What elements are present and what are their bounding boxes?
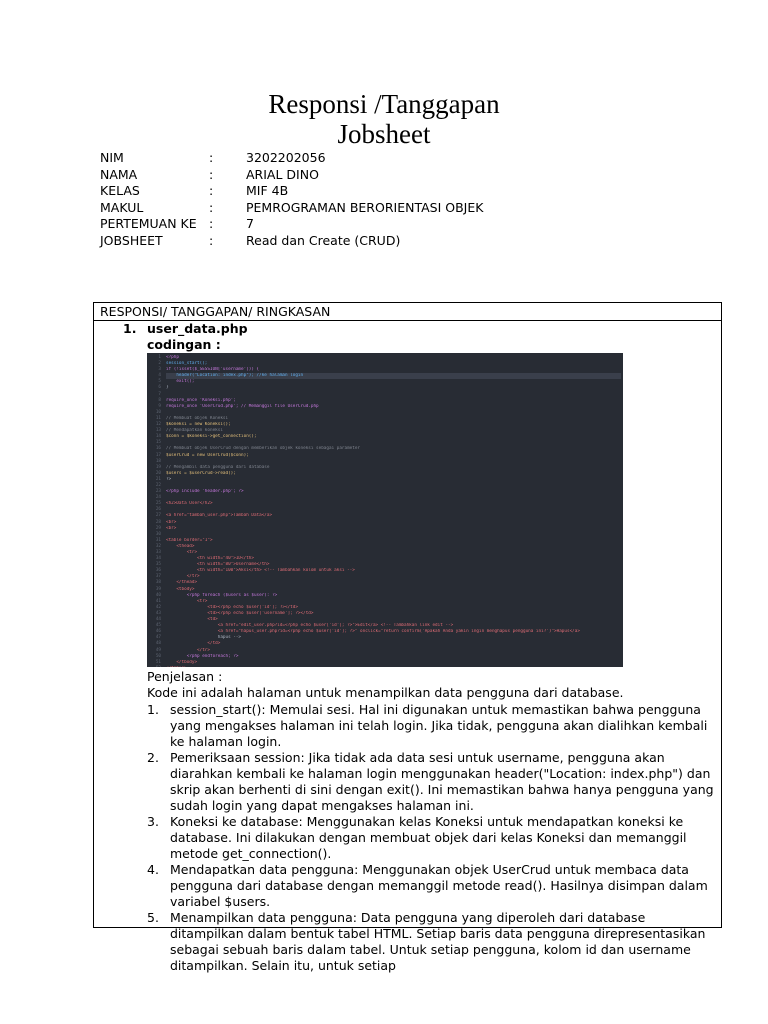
line-number: 20 <box>155 470 161 476</box>
code-line: <?php foreach ($users as $user): ?> <box>166 592 278 598</box>
code-line: <tr> <box>166 550 198 555</box>
code-line: header("Location: index.php"); //ke halaman login <box>166 373 621 379</box>
list-item-text: Koneksi ke database: Menggunakan kelas Koneksi untuk mendapatkan koneksi ke database. Ini dilakukan dengan membuat objek dari kelas Koneksi dan memanggil metode get_connection(). <box>170 814 687 861</box>
list-item-text: session_start(): Memulai sesi. Hal ini digunakan untuk memastikan bahwa pengguna yang mengakses halaman ini telah login. Jika tidak, pengguna akan dialihkan kembali ke halaman login. <box>170 702 708 749</box>
line-number: 23 <box>155 489 161 495</box>
code-line: <tbody> <box>166 586 195 592</box>
line-number: 41 <box>155 598 161 604</box>
line-number: 17 <box>155 452 161 458</box>
line-number: 50 <box>155 653 161 659</box>
line-number: 31 <box>155 537 161 543</box>
code-line: $userCrud = new UserCrud($conn); <box>166 452 249 458</box>
document-title: Responsi /Tanggapan <box>268 89 500 119</box>
info-colon: : <box>209 150 214 165</box>
line-number: 29 <box>155 525 161 531</box>
code-line: <tr> <box>166 598 208 604</box>
list-item-text: Menampilkan data pengguna: Data pengguna yang diperoleh dari database ditampilkan dalam bentuk tabel HTML. Setiap baris data pengguna direpresentasikan sebagai sebuah baris dalam tabel. Untuk setiap pengguna, kolom id dan username ditampilkan. Selain itu, untuk setiap <box>170 910 706 973</box>
code-line: if (!isset($_SESSION['username'])) { <box>166 367 260 373</box>
line-number: 19 <box>155 464 161 470</box>
line-number: 38 <box>155 580 161 586</box>
line-number: 40 <box>155 592 161 598</box>
info-label: PERTEMUAN KE <box>100 216 197 231</box>
line-number: 4 <box>158 373 161 379</box>
list-item <box>147 750 716 814</box>
line-number: 22 <box>155 482 161 488</box>
code-line: exit(); <box>166 379 195 385</box>
info-label: JOBSHEET <box>100 232 163 248</box>
code-line: session_start(); <box>166 361 208 367</box>
line-number: 44 <box>155 617 161 623</box>
code-line: <h2>Data User</h2> <box>166 501 213 507</box>
line-number: 33 <box>155 550 161 555</box>
code-line: </tr> <box>166 647 210 653</box>
line-number: 7 <box>158 391 161 397</box>
code-line: } <box>166 385 169 391</box>
list-item-number: 4. <box>147 862 159 877</box>
code-line: </td> <box>166 641 221 647</box>
line-number: 36 <box>155 568 161 574</box>
code-line: $koneksi = new Koneksi(); <box>166 422 231 428</box>
code-line: <?php endforeach; ?> <box>166 653 239 659</box>
code-line: </tr> <box>166 574 200 580</box>
code-line: <td> <box>166 617 218 623</box>
code-line: <th width="80">Username</th> <box>166 562 270 568</box>
list-item <box>147 862 716 910</box>
code-line: <a href="tambah_user.php">Tambah Data</a> <box>166 513 273 519</box>
code-line <box>166 666 621 667</box>
line-number-gutter <box>147 355 161 667</box>
code-line: hapus --> <box>166 635 242 641</box>
list-item-number: 3. <box>147 814 159 829</box>
list-item-number: 5. <box>147 910 159 925</box>
line-number: 34 <box>155 556 161 562</box>
info-value: PEMROGRAMAN BERORIENTASI OBJEK <box>246 199 484 215</box>
code-lines <box>166 355 621 667</box>
line-number: 24 <box>155 495 161 501</box>
code-line: <?php <box>166 355 179 360</box>
code-line: <td><?php echo $user['username']; ?></td> <box>166 610 314 616</box>
line-number: 25 <box>155 501 161 507</box>
code-line: $conn = $koneksi->get_connection(); <box>166 434 257 440</box>
line-number: 11 <box>155 415 161 421</box>
info-value: 3202202056 <box>246 150 326 165</box>
line-number: 30 <box>155 531 161 537</box>
line-number: 12 <box>155 422 161 428</box>
code-line: require_once 'Koneksi.php'; <box>166 397 236 403</box>
code-line: <table border="1"> <box>166 537 213 543</box>
line-number: 2 <box>158 361 161 367</box>
info-value: MIF 4B <box>246 183 289 198</box>
info-colon: : <box>209 216 214 231</box>
list-item <box>147 910 716 974</box>
line-number: 10 <box>155 409 161 415</box>
list-item <box>147 702 716 750</box>
line-number: 15 <box>155 440 161 446</box>
code-line: // Mendapatkan koneksi <box>166 428 223 434</box>
code-line: require_once 'UserCrud.php'; // Memanggil file UserCrud.php <box>166 403 319 409</box>
section-number: 1. <box>123 321 137 336</box>
explanation-heading: Penjelasan : <box>147 669 223 684</box>
code-label: codingan : <box>147 337 221 352</box>
code-line: <th width="100">Aksi</th> <!-- Tambahkan kolom untuk aksi --> <box>166 568 355 574</box>
code-line: <a href="edit_user.php?id=<?php echo $user['id']; ?>">Edit</a> <!-- Tambahkan link edit --> <box>166 623 454 629</box>
code-line: </tbody> <box>166 659 198 665</box>
info-value: ARIAL DINO <box>246 166 319 182</box>
line-number: 32 <box>155 543 161 549</box>
code-line: // Membuat objek UserCrud dengan memberikan objek koneksi sebagai parameter <box>166 446 361 452</box>
line-number: 48 <box>155 641 161 647</box>
code-line: ?> <box>166 476 172 482</box>
line-number: 35 <box>155 562 161 568</box>
line-number: 13 <box>155 428 161 434</box>
list-item-number: 1. <box>147 702 159 717</box>
info-colon: : <box>209 183 214 198</box>
code-line: // Membuat objek Koneksi <box>166 415 229 421</box>
line-number: 6 <box>158 385 161 391</box>
code-line: <th width="40">ID</th> <box>166 556 254 562</box>
line-number: 42 <box>155 604 161 610</box>
line-number: 28 <box>155 519 161 525</box>
line-number: 45 <box>155 623 161 629</box>
info-label: NIM <box>100 150 124 165</box>
list-item-text: Mendapatkan data pengguna: Menggunakan objek UserCrud untuk membaca data pengguna dari database dengan memanggil metode read(). Hasilnya disimpan dalam variabel $users. <box>170 862 708 909</box>
line-number: 21 <box>155 476 161 482</box>
info-label: KELAS <box>100 183 140 198</box>
info-value: 7 <box>246 216 254 231</box>
info-colon: : <box>209 166 214 182</box>
document-subtitle: Jobsheet <box>337 119 431 149</box>
code-line: <br> <box>166 525 177 531</box>
info-colon: : <box>209 232 214 248</box>
line-number: 39 <box>155 586 161 592</box>
response-box <box>93 302 722 973</box>
code-line: </thead> <box>166 580 198 586</box>
info-label: NAMA <box>100 166 138 182</box>
list-item-number: 2. <box>147 750 159 765</box>
info-colon: : <box>209 199 214 215</box>
line-number: 1 <box>158 355 161 360</box>
code-line: <td><?php echo $user['id']; ?></td> <box>166 604 298 610</box>
line-number: 27 <box>155 513 161 519</box>
explanation-intro: Kode ini adalah halaman untuk menampilkan data pengguna dari database. <box>147 685 624 700</box>
line-number: 46 <box>155 629 161 635</box>
list-item-text: Pemeriksaan session: Jika tidak ada data sesi untuk username, pengguna akan diarahkan kembali ke halaman login menggunakan header("Location: index.php") dan skrip akan berhenti di sini dengan exit(). Ini memastikan bahwa hanya pengguna yang sudah login yang dapat mengakses halaman ini. <box>170 750 714 813</box>
code-line: $users = $userCrud->read(); <box>166 470 236 476</box>
line-number: 51 <box>155 659 161 665</box>
line-number <box>147 666 161 667</box>
line-number: 18 <box>155 458 161 464</box>
list-item <box>147 814 716 862</box>
code-line: <?php include 'header.php'; ?> <box>166 489 244 495</box>
info-value: Read dan Create (CRUD) <box>246 232 401 248</box>
line-number: 43 <box>155 610 161 616</box>
line-number: 14 <box>155 434 161 440</box>
line-number: 5 <box>158 379 161 385</box>
line-number: 26 <box>155 507 161 513</box>
response-box-header: RESPONSI/ TANGGAPAN/ RINGKASAN <box>94 303 721 321</box>
code-screenshot <box>147 353 623 667</box>
code-line: <thead> <box>166 543 195 549</box>
line-number: 47 <box>155 635 161 641</box>
line-number: 16 <box>155 446 161 452</box>
explanation-list <box>147 702 716 974</box>
code-line: <br> <box>166 519 177 525</box>
line-number: 8 <box>158 397 161 403</box>
code-line: // Mengambil data pengguna dari database <box>166 464 270 470</box>
line-number: 9 <box>158 403 161 409</box>
line-number: 49 <box>155 647 161 653</box>
line-number: 37 <box>155 574 161 580</box>
code-line: <a href="hapus_user.php?id=<?php echo $user['id']; ?>" onclick="return confirm('Apakah Anda yakin ingin menghapus pengguna ini?')">Hapus</a> <box>166 629 580 635</box>
info-label: MAKUL <box>100 199 144 215</box>
line-number: 3 <box>158 367 161 373</box>
section-filename: user_data.php <box>147 321 248 336</box>
